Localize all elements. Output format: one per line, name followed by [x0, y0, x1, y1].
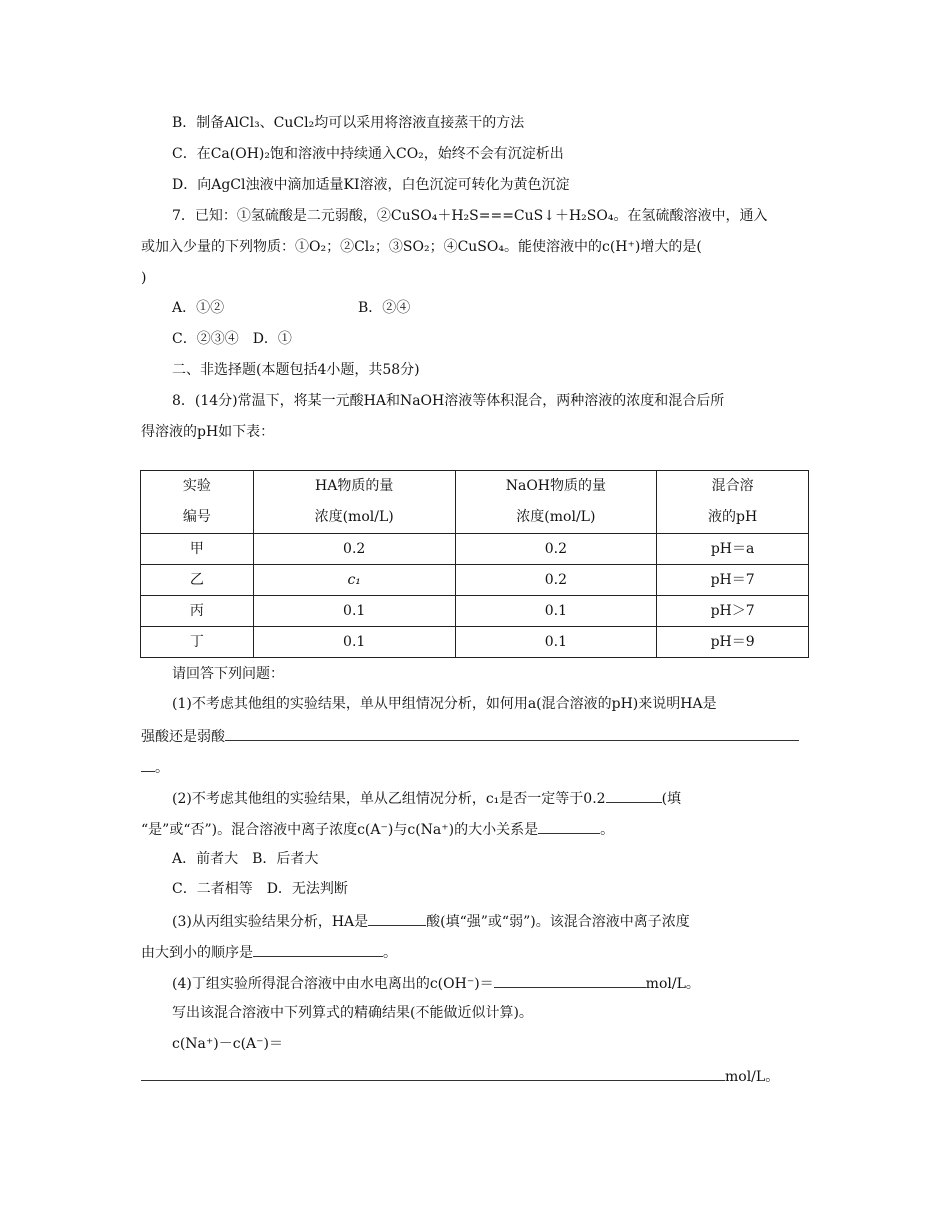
table-cell: 丙 — [141, 596, 254, 627]
answer-blank[interactable] — [225, 725, 799, 741]
q7-stem-line2: 或加入少量的下列物质：①O₂；②Cl₂；③SO₂；④CuSO₄。能使溶液中的c(H⁺)增大的是( — [141, 239, 702, 255]
q8-part2-text-b: (填 — [661, 791, 682, 807]
experiment-table — [140, 470, 809, 658]
q6-option-d: D．向AgCl浊液中滴加适量KI溶液，白色沉淀可转化为黄色沉淀 — [172, 177, 570, 193]
answer-blank[interactable] — [368, 910, 426, 926]
q8-part4-text-b: mol/L。 — [645, 976, 700, 992]
q8-stem-line1: 8．(14分)常温下，将某一元酸HA和NaOH溶液等体积混合，两种溶液的浓度和混合后所 — [172, 393, 725, 409]
q7-option-a: A．①② — [172, 300, 225, 316]
q8-part4-text-c: mol/L。 — [725, 1069, 780, 1085]
q8-part4-line3: c(Na⁺)－c(A⁻)＝ — [172, 1036, 284, 1052]
q8-part1-line3 — [141, 756, 169, 778]
table-row — [141, 565, 809, 596]
table-header-cell: 混合溶 液的pH — [657, 471, 809, 534]
q8-part4-text-a: (4)丁组实验所得混合溶液中由水电离出的c(OH⁻)＝ — [172, 976, 494, 992]
q8-part3-line2 — [141, 941, 397, 963]
q8-part3-text-a: (3)从丙组实验结果分析，HA是 — [172, 914, 369, 930]
q8-part2-options-cd: C．二者相等 D．无法判断 — [172, 881, 348, 897]
q8-part3-text-b: 酸(填“强”或“弱”)。该混合溶液中离子浓度 — [426, 914, 690, 930]
q8-part2-options-ab: A．前者大 B．后者大 — [172, 851, 319, 867]
answer-prompt: 请回答下列问题： — [172, 666, 284, 682]
table-cell: 0.2 — [455, 534, 657, 565]
table-cell: pH＝7 — [657, 565, 809, 596]
q8-part2-line2 — [141, 818, 614, 840]
q8-part3-text-d: 。 — [383, 945, 397, 961]
q8-part2-line1 — [172, 787, 681, 809]
table-cell: 0.2 — [455, 565, 657, 596]
table-cell: c₁ — [253, 565, 455, 596]
table-cell: pH＞7 — [657, 596, 809, 627]
table-cell: pH＝a — [657, 534, 809, 565]
table-row — [141, 596, 809, 627]
q7-options-ab — [172, 298, 572, 318]
q7-stem-line3: ) — [141, 270, 147, 286]
table-cell: 乙 — [141, 565, 254, 596]
q8-part2-text-c: “是”或“否”)。混合溶液中离子浓度c(A⁻)与c(Na⁺)的大小关系是 — [141, 822, 539, 838]
q6-option-b: B．制备AlCl₃、CuCl₂均可以采用将溶液直接蒸干的方法 — [172, 115, 525, 131]
answer-blank[interactable] — [253, 941, 383, 957]
answer-blank[interactable] — [141, 756, 155, 772]
q8-part4-line1 — [172, 972, 700, 994]
table-header-row — [141, 471, 809, 534]
q7-stem-line1: 7．已知：①氢硫酸是二元弱酸，②CuSO₄＋H₂S===CuS↓＋H₂SO₄。在氢硫酸溶液中，通入 — [172, 208, 768, 224]
q8-part1-text: 强酸还是弱酸 — [141, 729, 225, 745]
q8-part1-end: 。 — [155, 760, 169, 776]
table-header-cell: HA物质的量 浓度(mol/L) — [253, 471, 455, 534]
table-header-cell: NaOH物质的量 浓度(mol/L) — [455, 471, 657, 534]
q7-options-cd: C．②③④ D．① — [172, 331, 292, 347]
q8-stem-line2: 得溶液的pH如下表： — [141, 424, 275, 440]
answer-blank[interactable] — [494, 972, 646, 988]
table-cell: 0.1 — [455, 627, 657, 658]
table-cell: 甲 — [141, 534, 254, 565]
table-cell: 0.2 — [253, 534, 455, 565]
table-cell: 0.1 — [455, 596, 657, 627]
table-cell: 0.1 — [253, 627, 455, 658]
q8-part4-line4 — [141, 1065, 779, 1087]
q8-part4-line2: 写出该混合溶液中下列算式的精确结果(不能做近似计算)。 — [172, 1005, 533, 1021]
q8-part2-text-d: 。 — [600, 822, 615, 838]
section-heading: 二、非选择题(本题包括4小题，共58分) — [172, 362, 420, 378]
table-header-cell: 实验 编号 — [141, 471, 254, 534]
q8-part3-text-c: 由大到小的顺序是 — [141, 945, 253, 961]
q8-part3-line1 — [172, 910, 690, 932]
table-row — [141, 534, 809, 565]
table-row — [141, 627, 809, 658]
answer-blank[interactable] — [606, 787, 662, 803]
q8-part1-line1: (1)不考虑其他组的实验结果，单从甲组情况分析，如何用a(混合溶液的pH)来说明HA是 — [172, 696, 717, 712]
q8-part1-line2 — [141, 725, 799, 747]
q7-option-b: B．②④ — [358, 300, 411, 316]
answer-blank[interactable] — [141, 1065, 725, 1081]
table-cell: 0.1 — [253, 596, 455, 627]
q6-option-c: C．在Ca(OH)₂饱和溶液中持续通入CO₂，始终不会有沉淀析出 — [172, 146, 564, 162]
q8-part2-text-a: (2)不考虑其他组的实验结果，单从乙组情况分析，c₁是否一定等于0.2 — [172, 791, 606, 807]
table-cell: pH＝9 — [657, 627, 809, 658]
table-cell: 丁 — [141, 627, 254, 658]
answer-blank[interactable] — [538, 818, 600, 834]
